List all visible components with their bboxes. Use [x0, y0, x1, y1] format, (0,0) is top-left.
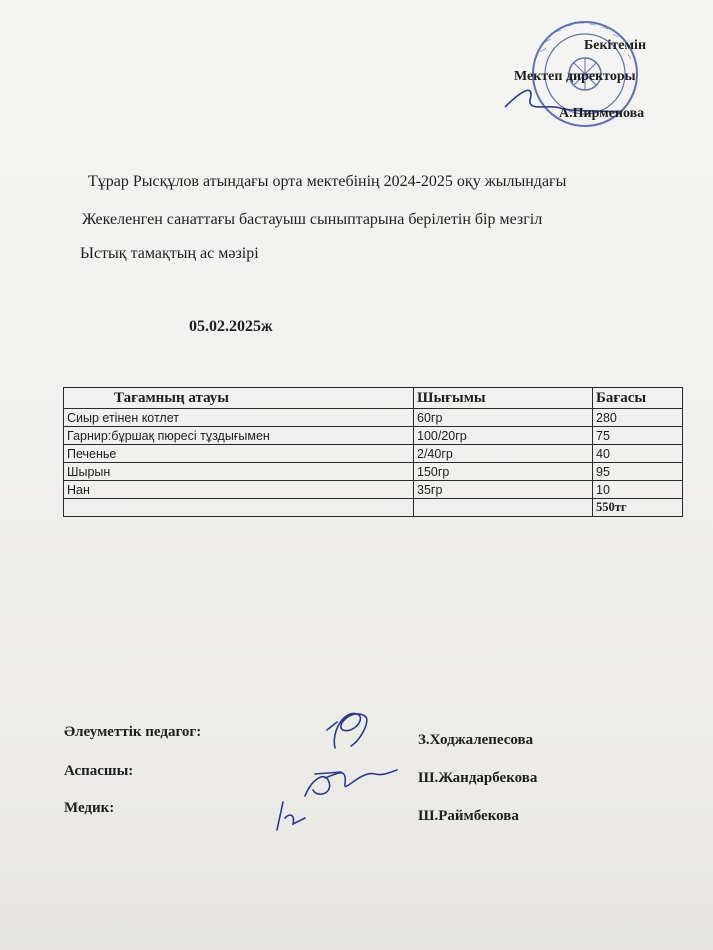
- total-empty-cell: [64, 499, 414, 517]
- signature-name: Ш.Жандарбекова: [418, 770, 538, 786]
- signature-role: Аспасшы:: [64, 763, 134, 779]
- approval-name: А.Пирменова: [559, 106, 645, 121]
- table-row: [64, 427, 683, 445]
- approval-label: Бекітемін: [584, 38, 647, 53]
- table-header-row: [64, 388, 683, 409]
- dish-yield: 35гр: [414, 481, 593, 499]
- dish-price: 10: [593, 481, 683, 499]
- dish-yield: 150гр: [414, 463, 593, 481]
- table-total-row: [64, 499, 683, 517]
- title-line-1: Тұрар Рысқұлов атындағы орта мектебінің 2024-2025 оқу жылындағы: [88, 173, 567, 190]
- dish-yield: 60гр: [414, 409, 593, 427]
- column-header-price: Бағасы: [593, 388, 683, 409]
- title-line-2: Жекеленген санаттағы бастауыш сыныптарына берілетін бір мезгіл: [82, 211, 543, 228]
- signature-role: Медик:: [64, 800, 115, 816]
- total-empty-cell: [414, 499, 593, 517]
- table-row: [64, 481, 683, 499]
- menu-table: [63, 387, 683, 517]
- menu-date: 05.02.2025ж: [189, 318, 273, 335]
- dish-yield: 2/40гр: [414, 445, 593, 463]
- dish-price: 40: [593, 445, 683, 463]
- dish-price: 95: [593, 463, 683, 481]
- column-header-dish: Тағамның атауы: [64, 388, 414, 409]
- dish-name: Печенье: [64, 445, 414, 463]
- dish-price: 75: [593, 427, 683, 445]
- approval-position: Мектеп директоры: [514, 69, 636, 84]
- handwritten-signatures: [265, 700, 405, 840]
- dish-price: 280: [593, 409, 683, 427]
- signature-role: Әлеуметтік педагог:: [64, 724, 202, 740]
- dish-name: Нан: [64, 481, 414, 499]
- dish-name: Гарнир:бұршақ пюресі тұздығымен: [64, 427, 414, 445]
- total-price: 550тг: [593, 499, 683, 517]
- dish-name: Сиыр етінен котлет: [64, 409, 414, 427]
- table-row: [64, 409, 683, 427]
- signature-name: З.Ходжалепесова: [418, 732, 534, 748]
- table-row: [64, 445, 683, 463]
- table-row: [64, 463, 683, 481]
- signature-name: Ш.Раймбекова: [418, 808, 519, 824]
- dish-name: Шырын: [64, 463, 414, 481]
- column-header-yield: Шығымы: [414, 388, 593, 409]
- title-line-3: Ыстық тамақтың ас мәзірі: [80, 245, 259, 262]
- dish-yield: 100/20гр: [414, 427, 593, 445]
